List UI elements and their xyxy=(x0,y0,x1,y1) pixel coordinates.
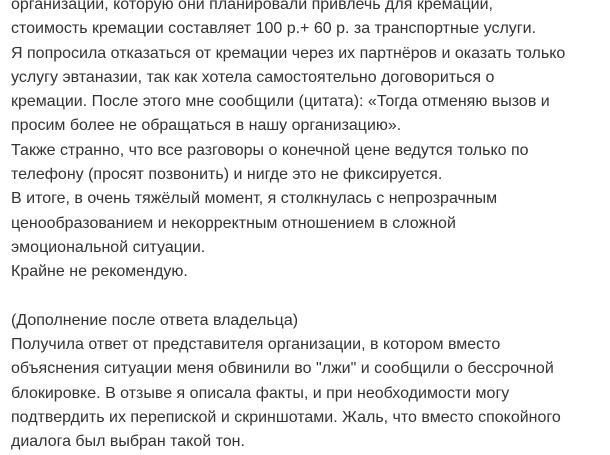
review-line: телефону (просят позвонить) и нигде это не фиксируется. xyxy=(11,166,443,184)
review-line: объяснения ситуации меня обвинили во "лжи" и сообщили о бессрочной xyxy=(11,360,554,378)
review-line: услугу эвтаназии, так как хотела самостоятельно договориться о xyxy=(11,68,495,86)
review-line: организации, которую они планировали привлечь для кремации, xyxy=(11,0,493,13)
review-line: стоимость кремации составляет 100 р.+ 60 р. за транспортные услуги. xyxy=(11,20,537,38)
review-line: ценообразованием и некорректным отношением в сложной xyxy=(11,214,456,232)
review-line: подтвердить их перепиской и скриншотами. Жаль, что вместо спокойного xyxy=(11,409,561,427)
paragraph-spacer xyxy=(11,285,607,309)
review-text xyxy=(11,0,607,455)
review-line: кремации. После этого мне сообщили (цитата): «Тогда отменяю вызов и xyxy=(11,93,550,111)
addendum-heading: (Дополнение после ответа владельца) xyxy=(11,311,299,329)
review-line: Я попросила отказаться от кремации через их партнёров и оказать только xyxy=(11,44,566,62)
review-line: Крайне не рекомендую. xyxy=(11,263,188,281)
review-line: блокировке. В отзыве я описала факты, и при необходимости могу xyxy=(11,384,510,402)
review-line: просим более не обращаться в нашу организацию». xyxy=(11,117,402,135)
review-line: эмоциональной ситуации. xyxy=(11,238,206,256)
review-line: В итоге, в очень тяжёлый момент, я столкнулась с непрозрачным xyxy=(11,190,498,208)
review-line: Получила ответ от представителя организации, в котором вместо xyxy=(11,336,501,354)
review-line: диалога был выбран такой тон. xyxy=(11,433,245,451)
review-line: Также странно, что все разговоры о конечной цене ведутся только по xyxy=(11,141,529,159)
